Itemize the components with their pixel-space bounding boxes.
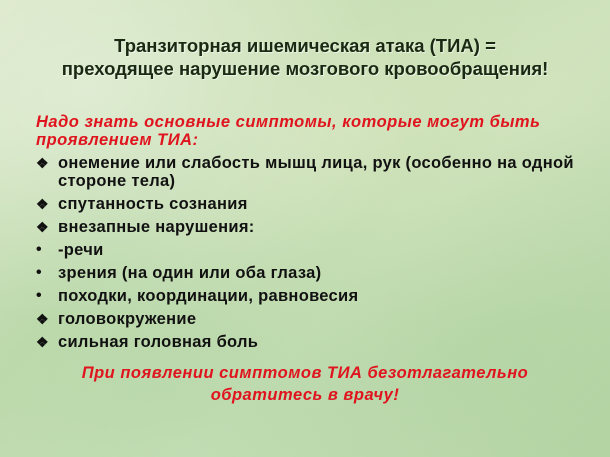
list-item-text: онемение или слабость мышц лица, рук (особенно на одной стороне тела) (58, 154, 574, 190)
intro-text: Надо знать основные симптомы, которые могут быть проявлением ТИА: (36, 113, 541, 149)
warning-footer (20, 362, 590, 406)
diamond-bullet-icon: ❖ (36, 219, 49, 235)
list-item-text: походки, координации, равновесия (58, 287, 359, 305)
diamond-bullet-icon: ❖ (36, 155, 49, 171)
dot-bullet-icon: • (36, 264, 42, 281)
title-line-1: Транзиторная ишемическая атака (ТИА) = (114, 35, 496, 56)
list-item-text: внезапные нарушения: (58, 218, 255, 236)
list-item (36, 310, 591, 328)
list-item (36, 195, 591, 213)
slide-title (20, 34, 590, 80)
list-item (36, 154, 591, 190)
list-item-text: -речи (58, 241, 104, 259)
dot-bullet-icon: • (36, 241, 42, 258)
diamond-bullet-icon: ❖ (36, 196, 49, 212)
list-item-text: спутанность сознания (58, 195, 248, 213)
list-item-text: головокружение (58, 310, 197, 328)
symptom-list-section (36, 113, 591, 356)
footer-line-2: обратитесь в врачу! (210, 386, 400, 404)
list-item-text: сильная головная боль (58, 333, 259, 351)
title-line-2: преходящее нарушение мозгового кровообращения! (61, 58, 549, 79)
footer-line-1: При появлении симптомов ТИА безотлагательно (81, 364, 529, 382)
diamond-bullet-icon: ❖ (36, 311, 49, 327)
dot-bullet-icon: • (36, 287, 42, 304)
list-item (36, 333, 591, 351)
list-item (36, 287, 591, 305)
list-item (36, 264, 591, 282)
list-item (36, 241, 591, 259)
list-item-text: зрения (на один или оба глаза) (58, 264, 322, 282)
list-item (36, 218, 591, 236)
diamond-bullet-icon: ❖ (36, 334, 49, 350)
